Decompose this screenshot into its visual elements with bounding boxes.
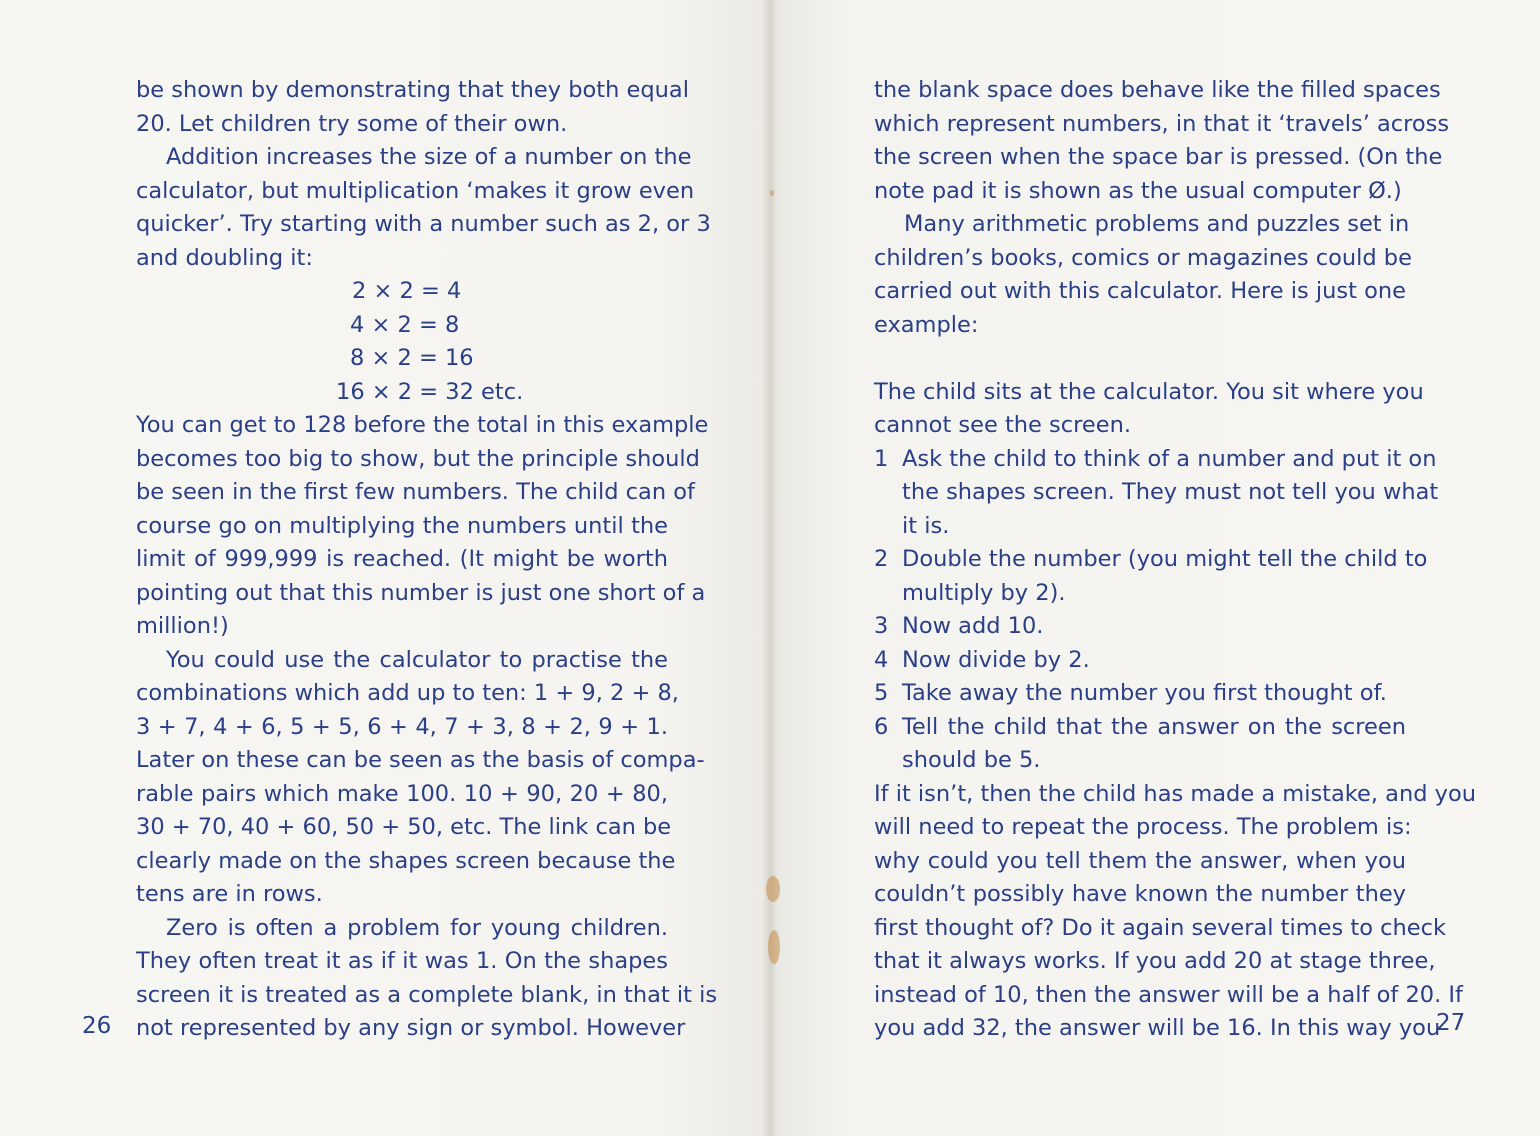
list-item [874,711,1406,778]
text-line: will need to repeat the process. The problem is: [874,814,1412,840]
list-item-line: multiply by 2). [902,579,1066,606]
stain-mark [768,930,780,964]
text-line: rable pairs which make 100. 10 + 90, 20 + 80, [136,780,668,807]
text-line: couldn’t possibly have known the number they [874,881,1406,907]
list-item-line: should be 5. [902,747,1041,773]
list-item [874,644,1406,678]
text-line: becomes too big to show, but the principle should [136,445,700,472]
text-line: If it isn’t, then the child has made a mistake, and you [874,780,1476,807]
equation-line: 16 × 2 = 32 etc. [336,378,524,405]
paragraph-gap [874,342,1406,376]
text-line: combinations which add up to ten: 1 + 9, 2 + 8, [136,680,679,706]
text-line: Zero is often a problem for young children. [166,914,668,941]
text-line: You can get to 128 before the total in this example [136,412,709,438]
text-line: course go on multiplying the numbers until the [136,512,668,539]
list-item-number: 5 [874,680,889,706]
text-line: why could you tell them the answer, when you [874,847,1406,874]
text-line: the screen when the space bar is pressed. (On the [874,144,1443,170]
text-line: The child sits at the calculator. You sit where you [874,378,1424,405]
stain-mark [766,876,780,902]
list-item-line: the shapes screen. They must not tell you what [902,479,1439,505]
text-line: calculator, but multiplication ‘makes it grow even [136,177,695,204]
equation-line: 4 × 2 = 8 [350,311,460,338]
text-line: 3 + 7, 4 + 6, 5 + 5, 6 + 4, 7 + 3, 8 + 2, 9 + 1. [136,713,668,740]
list-item-line: Now add 10. [902,613,1044,639]
text-line: the blank space does behave like the filled spaces [874,77,1441,103]
text-line: tens are in rows. [136,881,323,907]
text-line: They often treat it as if it was 1. On the shapes [136,948,668,974]
text-line: instead of 10, then the answer will be a half of 20. If [874,981,1463,1008]
list-item-line: Take away the number you first thought of. [902,680,1387,706]
text-line: which represent numbers, in that it ‘travels’ across [874,110,1450,137]
equation-line: 8 × 2 = 16 [350,345,474,371]
text-line: million!) [136,613,229,639]
list-item-number: 3 [874,613,889,639]
text-line: carried out with this calculator. Here is just one [874,278,1406,304]
page-number: 27 [1436,1010,1466,1036]
list-item [874,677,1406,711]
list-item [874,543,1428,610]
text-line: not represented by any sign or symbol. However [136,1015,686,1041]
text-line: example: [874,311,979,338]
page-number: 26 [82,1013,112,1039]
text-line: quicker’. Try starting with a number such as 2, or 3 [136,211,711,237]
text-line: be seen in the first few numbers. The child can of [136,479,695,505]
text-line: 30 + 70, 40 + 60, 50 + 50, etc. The link can be [136,814,672,840]
text-line: that it always works. If you add 20 at stage three, [874,948,1436,974]
list-item [874,610,1406,644]
text-line: you add 32, the answer will be 16. In this way you [874,1015,1441,1041]
list-item-number: 2 [874,546,889,572]
list-item-number: 4 [874,646,889,673]
list-item-line: Now divide by 2. [902,646,1090,673]
text-line: screen it is treated as a complete blank, in that it is [136,981,718,1008]
text-line: be shown by demonstrating that they both equal [136,77,689,103]
text-line: note pad it is shown as the usual computer Ø.) [874,177,1402,204]
list-item [874,443,1439,544]
text-line: 20. Let children try some of their own. [136,110,568,137]
text-line: You could use the calculator to practise the [166,646,668,673]
list-item-line: Tell the child that the answer on the screen [902,713,1406,740]
text-line: Later on these can be seen as the basis of compa- [136,747,705,773]
text-line: and doubling it: [136,244,313,271]
list-item-line: Ask the child to think of a number and put it on [902,445,1437,472]
left-page-text [136,74,718,1046]
text-line: cannot see the screen. [874,412,1132,438]
list-item-line: Double the number (you might tell the child to [902,546,1428,572]
text-line: children’s books, comics or magazines could be [874,244,1412,271]
list-item-line: it is. [902,512,950,539]
stain-mark [770,190,774,196]
book-gutter [762,0,778,1136]
text-line: pointing out that this number is just one short of a [136,579,706,606]
text-line: Many arithmetic problems and puzzles set in [904,211,1410,237]
text-line: clearly made on the shapes screen because the [136,847,676,874]
text-line: first thought of? Do it again several times to check [874,914,1447,941]
text-line: Addition increases the size of a number on the [166,144,692,170]
equation-line: 2 × 2 = 4 [352,278,462,304]
text-line: limit of 999,999 is reached. (It might be worth [136,546,668,572]
list-item-number: 1 [874,445,889,472]
list-item-number: 6 [874,713,889,740]
